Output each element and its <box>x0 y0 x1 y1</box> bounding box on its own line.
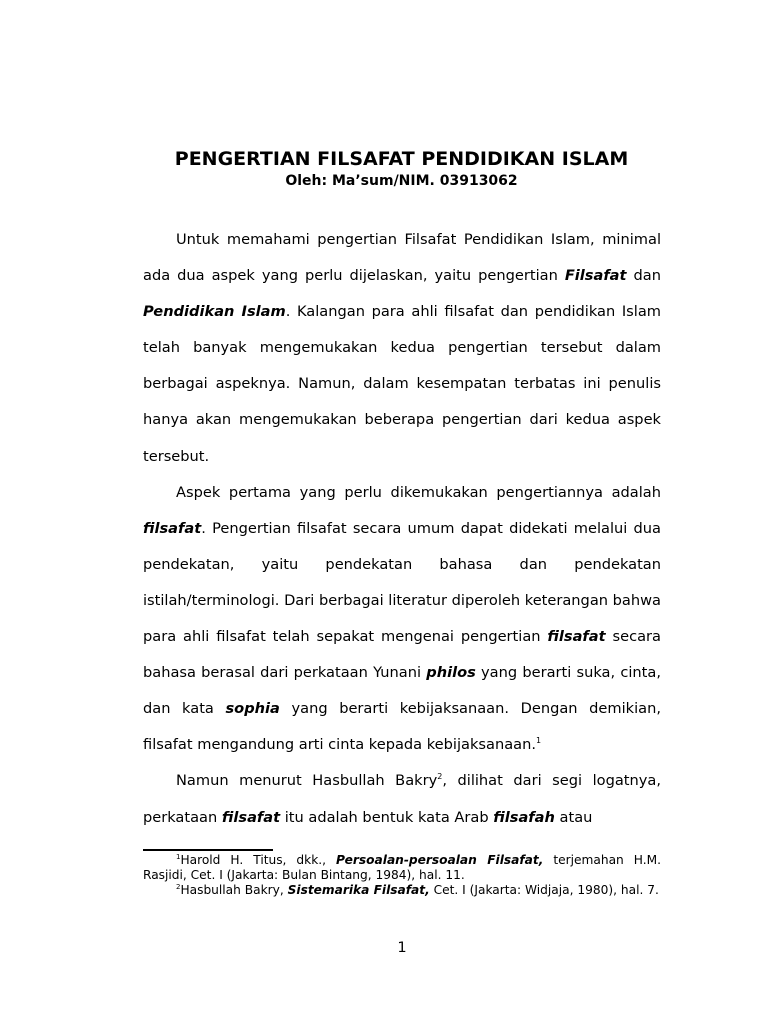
page-number: 1 <box>397 939 407 956</box>
paragraph-text: . Pengertian filsafat secara umum dapat didekati melalui dua pendekatan, yaitu pendekatan bahasa dan pendekatan istilah/terminologi. Dari berbagai literatur diperoleh keterangan bahwa para ahli filsafat telah sepakat mengenai pengertian <box>143 519 661 646</box>
footnote-ref-1[interactable]: 1 <box>536 736 542 746</box>
paragraph-text: itu adalah bentuk kata Arab <box>280 808 494 826</box>
footnote-details: Cet. I (Jakarta: Widjaja, 1980), hal. 7. <box>429 883 659 897</box>
paragraph-text: yang berarti suka, cinta, dan kata <box>143 664 661 718</box>
footnote-book-title: Persoalan-persoalan Filsafat, <box>336 853 544 867</box>
paragraph-text: yang berarti kebijaksanaan. Dengan demikian, filsafat mengandung arti cinta kepada kebijaksanaan. <box>143 700 661 754</box>
footnote-2 <box>143 883 661 898</box>
emphasis-term: filsafah <box>493 808 555 826</box>
author-line: Oleh: Ma’sum/NIM. 03913062 <box>285 173 518 189</box>
footnote-author: Harold H. Titus, dkk., <box>180 853 337 867</box>
footnotes <box>143 853 661 898</box>
emphasis-term: sophia <box>225 700 280 718</box>
emphasis-term: philos <box>426 664 476 682</box>
paragraph-text: dan <box>626 267 661 285</box>
emphasis-term: filsafat <box>143 519 202 537</box>
emphasis-term: Pendidikan Islam <box>143 303 286 321</box>
emphasis-term: filsafat <box>221 808 281 826</box>
paragraph-text: Untuk memahami pengertian Filsafat Pendidikan Islam, minimal ada dua aspek yang perlu dijelaskan, yaitu pengertian <box>143 231 661 285</box>
document-title: PENGERTIAN FILSAFAT PENDIDIKAN ISLAM <box>174 148 629 170</box>
footnote-separator <box>143 849 273 851</box>
paragraph-text: atau <box>554 808 593 826</box>
paragraph-text: secara bahasa berasal dari perkataan Yunani <box>143 628 661 682</box>
paragraph-2 <box>143 475 661 764</box>
emphasis-term: filsafat <box>547 628 606 646</box>
paragraph-3 <box>143 763 661 835</box>
body-text <box>143 222 661 836</box>
paragraph-text: Aspek pertama yang perlu dikemukakan pengertiannya adalah <box>176 483 661 501</box>
paragraph-1 <box>143 222 661 475</box>
paragraph-text: Namun menurut Hasbullah Bakry <box>176 772 438 790</box>
emphasis-term: Filsafat <box>564 267 627 285</box>
paragraph-text: . Kalangan para ahli filsafat dan pendidikan Islam telah banyak mengemukakan kedua pengertian tersebut dalam berbagai aspeknya. Namun, dalam kesempatan terbatas ini penulis hanya akan mengemukakan beberapa pengertian dari kedua aspek tersebut. <box>143 303 661 465</box>
footnote-book-title: Sistemarika Filsafat, <box>287 883 430 897</box>
footnote-mark: 2 <box>176 882 181 891</box>
footnote-ref-2[interactable]: 2 <box>437 772 443 782</box>
footnote-mark: 1 <box>176 852 181 861</box>
footnote-1 <box>143 853 661 883</box>
paragraph-text: , dilihat dari segi logatnya, perkataan <box>143 772 661 826</box>
footnote-author: Hasbullah Bakry, <box>180 883 288 897</box>
footnote-details: terjemahan H.M. Rasjidi, Cet. I (Jakarta: Bulan Bintang, 1984), hal. 11. <box>143 853 661 882</box>
